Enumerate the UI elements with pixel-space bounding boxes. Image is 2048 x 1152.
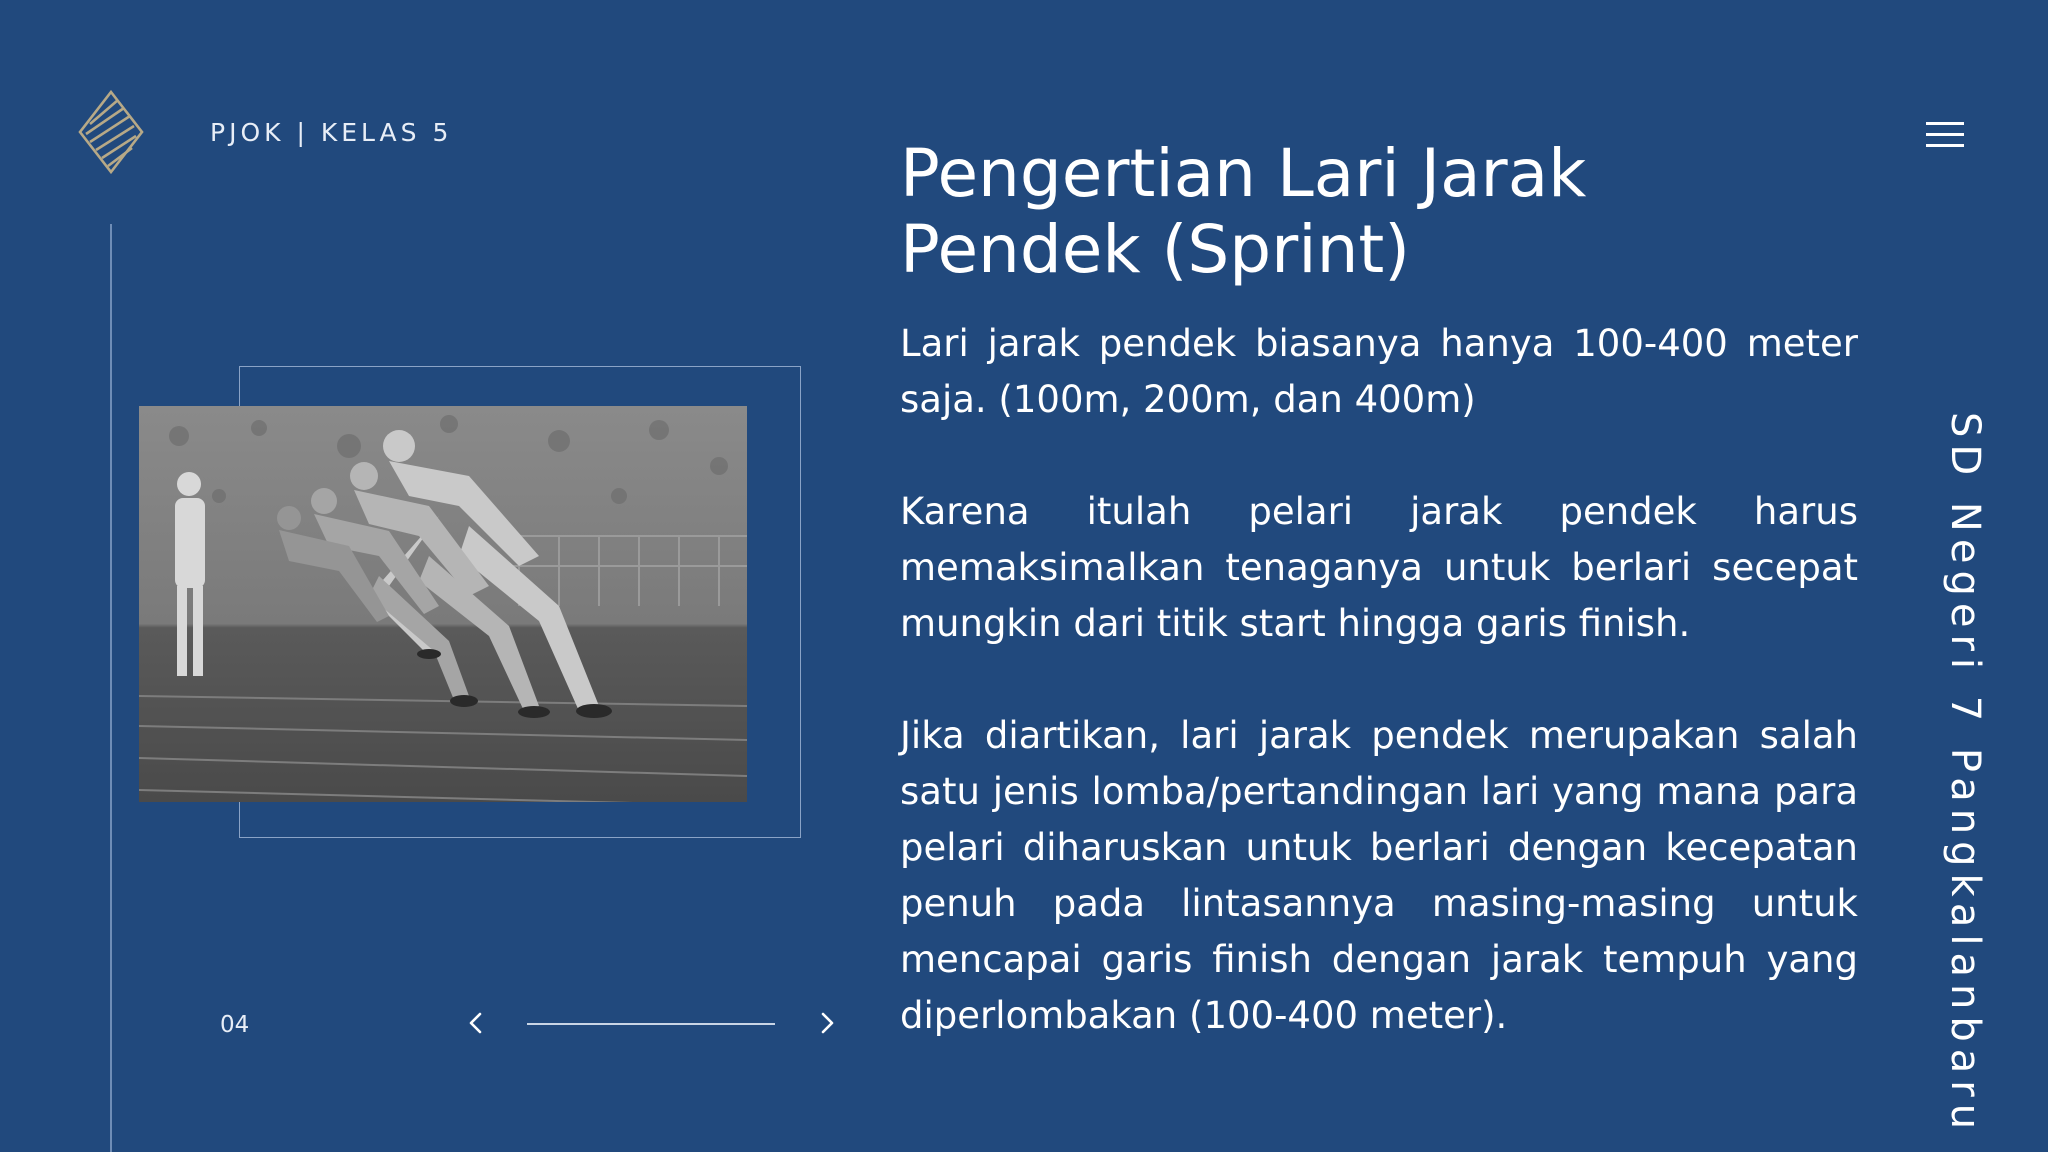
slide-title [900, 136, 1660, 288]
paragraph-3: Jika diartikan, lari jarak pendek merupakan salah satu jenis lomba/pertandingan lari yang mana para pelari diharuskan untuk berlari dengan kecepatan penuh pada lintasannya masing-masing untuk mencapai garis finish dengan jarak tempuh yang diperlombakan (100-400 meter). [900, 714, 1858, 1037]
school-name-vertical: SD Negeri 7 Pangkalanbaru [1942, 412, 1988, 1137]
progress-line [527, 1023, 775, 1025]
course-label: PJOK | KELAS 5 [210, 118, 453, 147]
vertical-divider [110, 224, 112, 1152]
chevron-left-icon[interactable] [459, 1006, 493, 1040]
hamburger-menu-icon[interactable] [1926, 122, 1966, 150]
chevron-right-icon[interactable] [810, 1006, 844, 1040]
slide-title-line2: Pendek (Sprint) [900, 211, 1411, 288]
paragraph-1: Lari jarak pendek biasanya hanya 100-400 meter saja. (100m, 200m, dan 400m) [900, 322, 1858, 421]
slide-title-line1: Pengertian Lari Jarak [900, 135, 1587, 212]
sprint-start-photo [139, 406, 747, 802]
diamond-stripes-logo [78, 90, 144, 174]
page-number: 04 [220, 1012, 250, 1038]
paragraph-2: Karena itulah pelari jarak pendek harus memaksimalkan tenaganya untuk berlari secepat mungkin dari titik start hingga garis finish. [900, 490, 1858, 645]
slide-body [900, 316, 1858, 1044]
